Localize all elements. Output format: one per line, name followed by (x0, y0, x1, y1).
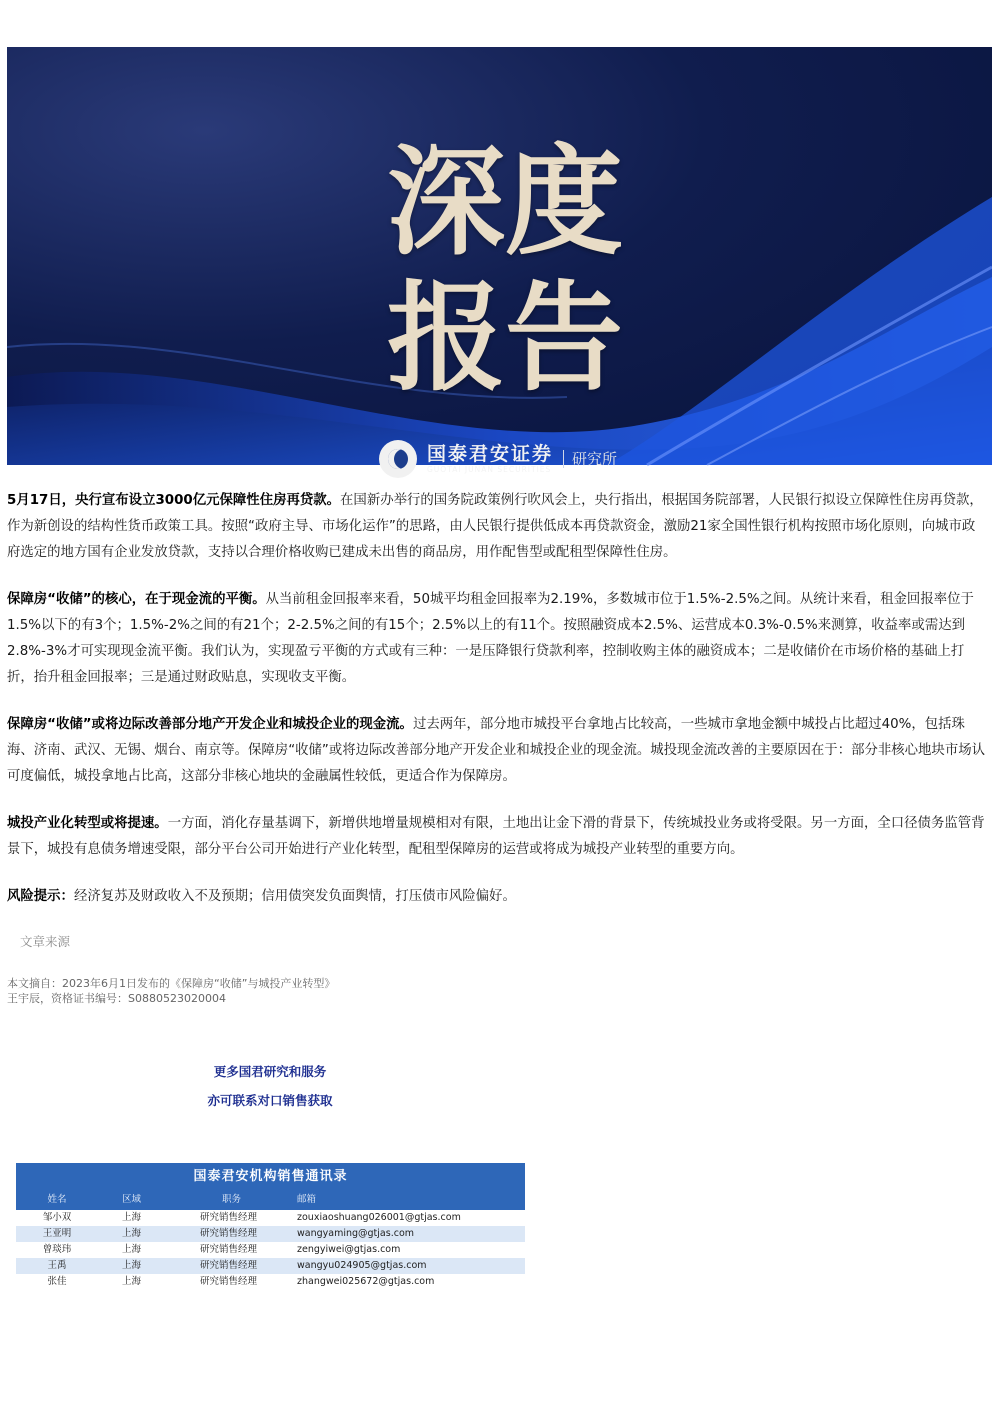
contact-name: 张佳 (47, 1276, 67, 1287)
banner-title-line1: 深度 (387, 132, 624, 271)
paragraph-2 (7, 587, 985, 691)
contact-email: wangyaming@gtjas.com (297, 1228, 415, 1239)
meta-source-line: 本文摘自：2023年6月1日发布的《保障房“收储”与城投产业转型》 (7, 977, 336, 990)
contact-title: 研究销售经理 (200, 1212, 258, 1223)
table-row (16, 1242, 525, 1258)
contact-email: zengyiwei@gtjas.com (297, 1244, 401, 1255)
sales-contact-table (16, 1163, 525, 1287)
cover-banner (7, 47, 992, 474)
gtja-logo-icon (379, 440, 417, 478)
table-row (16, 1258, 525, 1274)
contact-email: zouxiaoshuang026001@gtjas.com (297, 1212, 461, 1223)
contact-title: 研究销售经理 (200, 1276, 258, 1287)
contact-title: 研究销售经理 (200, 1260, 258, 1271)
logo-subtitle: 研究所 (563, 450, 617, 468)
header-name: 姓名 (47, 1194, 67, 1205)
contact-email: zhangwei025672@gtjas.com (297, 1276, 435, 1287)
contact-table-title: 国泰君安机构销售通讯录 (16, 1163, 525, 1190)
article-body (7, 488, 985, 931)
contact-name: 曾琰玮 (42, 1244, 72, 1255)
paragraph-1 (7, 488, 985, 566)
contact-name: 王禹 (47, 1260, 67, 1271)
contact-region: 上海 (122, 1244, 142, 1255)
paragraph-4-lead: 城投产业化转型或将提速。 (7, 816, 168, 831)
header-region: 区域 (122, 1194, 142, 1205)
paragraph-2-body: 从当前租金回报率来看，50城平均租金回报率为2.19%，多数城市位于1.5%-2.5%之间。从统计来看，租金回报率位于1.5%以下的有3个；1.5%-2%之间的有21个；2-2.5%之间的有15个；2.5%以上的有11个。按照融资成本2.5%、运营成本0.3%-0.5%来测算，收益率或需达到2.8%-3%才可实现现金流平衡。我们认为，实现盈亏平衡的方式或有三种：一是压降银行贷款利率，控制收购主体的融资成本；二是收储价在市场价格的基础上打折，抬升租金回报率；三是通过财政贴息，实现收支平衡。 (7, 592, 974, 685)
contact-region: 上海 (122, 1276, 142, 1287)
gtja-logo (379, 439, 617, 479)
cta-line1: 更多国君研究和服务 (213, 1064, 327, 1079)
logo-name-cn: 国泰君安证券 (427, 443, 554, 465)
table-row (16, 1226, 525, 1242)
banner-title-line2: 报告 (387, 268, 624, 407)
contact-name: 邹小双 (42, 1212, 72, 1223)
paragraph-1-body: 在国新办举行的国务院政策例行吹风会上，央行指出，根据国务院部署，人民银行拟设立保障性住房再贷款，作为新创设的结构性货币政策工具。按照“政府主导、市场化运作”的思路，由人民银行提供低成本再贷款资金，激励21家全国性银行机构按照市场化原则，向城市政府选定的地方国有企业发放贷款，支持以合理价格收购已建成未出售的商品房，用作配售型或配租型保障性住房。 (7, 493, 983, 560)
paragraph-3-lead: 保障房“收储”或将边际改善部分地产开发企业和城投企业的现金流。 (7, 717, 413, 732)
risk-warning-body: 经济复苏及财政收入不及预期；信用债突发负面舆情，打压债市风险偏好。 (73, 889, 516, 904)
header-email: 邮箱 (297, 1194, 317, 1205)
article-meta (7, 976, 335, 1006)
paragraph-4-body: 一方面，消化存量基调下，新增供地增量规模相对有限，土地出让金下滑的背景下，传统城投业务或将受限。另一方面，全口径债务监管背景下，城投有息债务增速受限，部分平台公司开始进行产业化转型，配租型保障房的运营或将成为城投产业转型的重要方向。 (7, 816, 985, 857)
contact-region: 上海 (122, 1260, 142, 1271)
contact-title: 研究销售经理 (200, 1228, 258, 1239)
meta-author-line: 王宇辰，资格证书编号：S0880523020004 (7, 992, 226, 1005)
paragraph-3-body: 过去两年，部分地市城投平台拿地占比较高，一些城市拿地金额中城投占比超过40%，包括珠海、济南、武汉、无锡、烟台、南京等。保障房“收储”或将边际改善部分地产开发企业和城投企业的现金流。城投现金流改善的主要原因在于：部分非核心地块市场认可度偏低，城投拿地占比高，这部分非核心地块的金融属性较低，更适合作为保障房。 (7, 717, 985, 784)
cta-line2: 亦可联系对口销售获取 (207, 1093, 333, 1108)
contact-region: 上海 (122, 1212, 142, 1223)
contact-title: 研究销售经理 (200, 1244, 258, 1255)
paragraph-3 (7, 712, 985, 790)
paragraph-1-lead: 5月17日，央行宣布设立3000亿元保障性住房再贷款。 (7, 493, 341, 508)
paragraph-2-lead: 保障房“收储”的核心，在于现金流的平衡。 (7, 592, 266, 607)
logo-name-en: GUOTAI JUNAN SECURITIES (427, 465, 552, 474)
article-source-label: 文章来源 (20, 934, 71, 949)
contact-email: wangyu024905@gtjas.com (297, 1260, 427, 1271)
risk-warning-lead: 风险提示： (7, 889, 74, 904)
paragraph-4 (7, 811, 985, 863)
contact-region: 上海 (122, 1228, 142, 1239)
risk-warning (7, 884, 985, 910)
table-row (16, 1210, 525, 1226)
contact-table-header (16, 1190, 525, 1210)
table-row (16, 1274, 525, 1290)
header-title: 职务 (222, 1194, 242, 1205)
contact-name: 王亚明 (42, 1228, 72, 1239)
